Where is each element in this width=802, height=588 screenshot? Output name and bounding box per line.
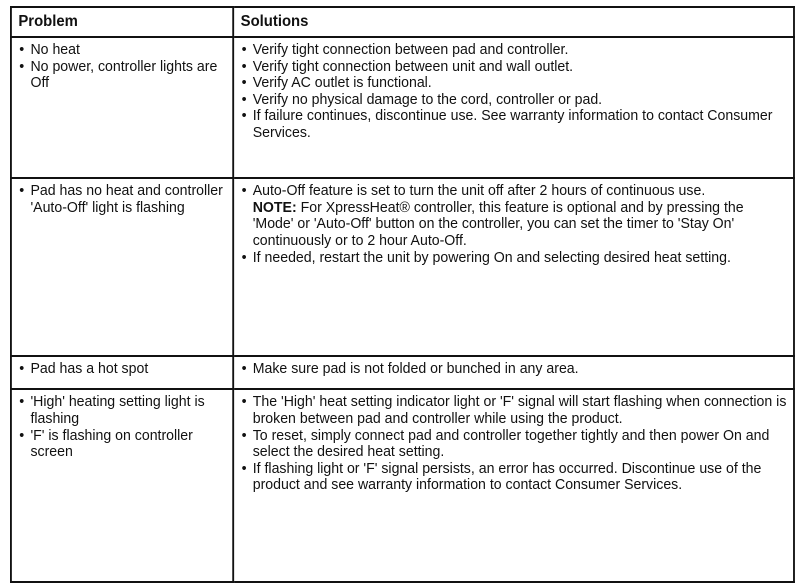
solutions-cell [233,389,794,582]
solution-item: • Verify no physical damage to the cord, controller or pad. [241,92,788,109]
note-text: For XpressHeat® controller, this feature is optional and by pressing the 'Mode' or 'Auto-Off' button on the controller, you can set the timer to 'Stay On' continuously or to 2 hour Auto-Off. [252,198,744,249]
solution-text: Auto-Off feature is set to turn the unit off after 2 hours of continuous use. [252,182,706,200]
solution-item: • The 'High' heat setting indicator light or 'F' signal will start flashing when connection is broken between pad and controller while using the product. [241,394,788,427]
solution-item: • Verify AC outlet is functional. [241,75,788,92]
solution-item: • If flashing light or 'F' signal persists, an error has occurred. Discontinue use of the product and see warranty information to contact Consumer Services. [241,461,788,494]
problem-item: • No power, controller lights are Off [18,59,226,92]
solution-item [241,183,788,249]
note [253,200,788,250]
solutions-cell [233,178,794,356]
problem-cell [11,37,233,178]
solution-item: • If needed, restart the unit by powering On and selecting desired heat setting. [241,250,788,267]
problem-item: • No heat [18,42,226,59]
problem-item: • Pad has no heat and controller 'Auto-Off' light is flashing [18,183,226,216]
note-label: NOTE: [252,198,297,216]
table-row [11,178,794,356]
problem-cell [11,389,233,582]
problem-cell [11,178,233,356]
solutions-cell [233,356,794,389]
solution-item: • If failure continues, discontinue use. See warranty information to contact Consumer Services. [241,108,788,141]
solutions-cell [233,37,794,178]
solution-item: • Make sure pad is not folded or bunched in any area. [241,361,788,378]
table-row [11,356,794,389]
troubleshooting-table [10,6,795,583]
problem-item: • Pad has a hot spot [18,361,226,378]
solutions-column-header: Solutions [233,7,794,37]
solution-item: • To reset, simply connect pad and controller together tightly and then power On and select the desired heat setting. [241,428,788,461]
problem-item: • 'High' heating setting light is flashing [18,394,226,427]
problem-column-header: Problem [11,7,233,37]
table-header-row [11,7,794,37]
table-row [11,389,794,582]
solution-item: • Verify tight connection between pad and controller. [241,42,788,59]
problem-item: • 'F' is flashing on controller screen [18,428,226,461]
table-row [11,37,794,178]
problem-cell [11,356,233,389]
solution-item: • Verify tight connection between unit and wall outlet. [241,59,788,76]
